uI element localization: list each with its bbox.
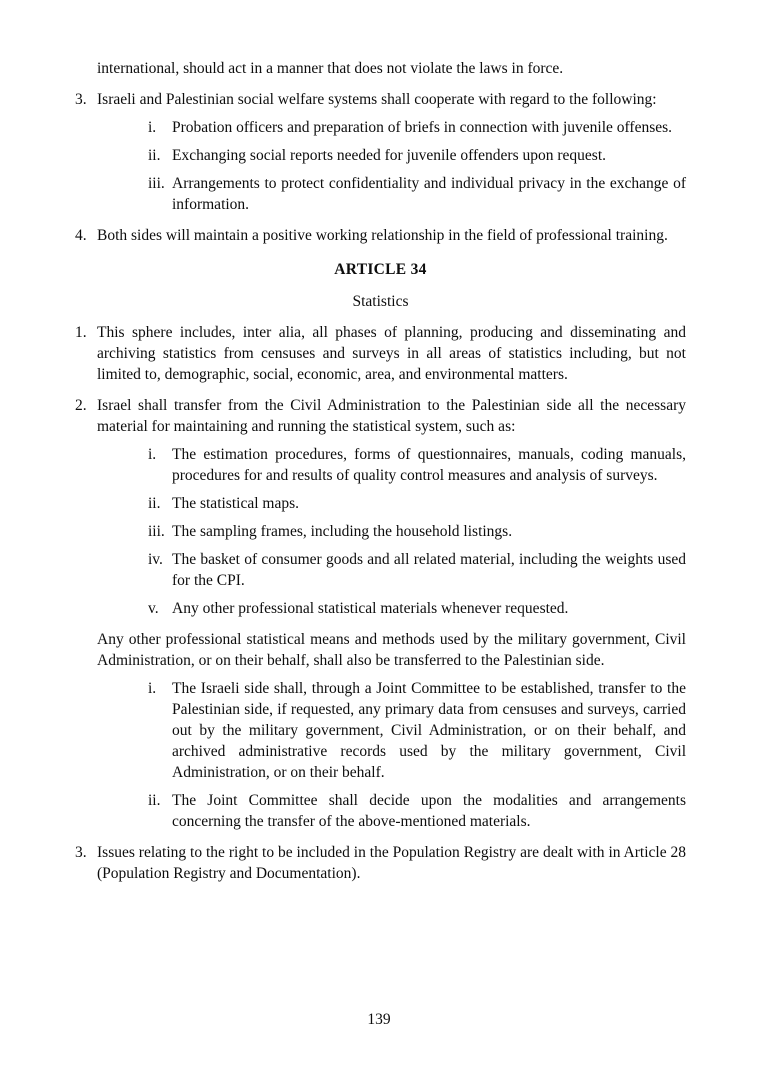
item-number: 3. (75, 91, 87, 108)
sub-item-number: v. (148, 600, 159, 617)
paragraph-statistics-2-continuation: Any other professional statistical means and methods used by the military government, Civil Administration, or on their behalf, shall also be transferred to the Palestinian side. (97, 631, 686, 669)
list-item-statistics-2 (75, 395, 686, 437)
item-text: Israeli and Palestinian social welfare systems shall cooperate with regard to the following: (97, 91, 657, 108)
sub-item-number: iv. (148, 551, 163, 568)
sub-item-number: i. (148, 446, 157, 463)
sub-item-number: i. (148, 680, 157, 697)
list-item-statistics-1 (75, 322, 686, 385)
sub-item-number: ii. (148, 147, 161, 164)
sub-item-text: Exchanging social reports needed for juvenile offenders upon request. (172, 147, 606, 164)
sub-item-statistics-2-ii (148, 493, 686, 514)
item-number: 3. (75, 844, 87, 861)
sub-item-statistics-2-v (148, 598, 686, 619)
sub-item-statistics-2-iii (148, 521, 686, 542)
sub-item-welfare-3-i (148, 117, 686, 138)
sub-item-text: Arrangements to protect confidentiality and individual privacy in the exchange of information. (172, 175, 686, 213)
sub-item-number: iii. (148, 175, 165, 192)
item-text: Israel shall transfer from the Civil Administration to the Palestinian side all the necessary material for maintaining and running the statistical system, such as: (97, 397, 686, 435)
page-number: 139 (367, 1011, 391, 1028)
list-item-welfare-4 (75, 225, 686, 246)
sub-item-number: i. (148, 119, 157, 136)
sub-item-number: ii. (148, 495, 161, 512)
sub-item-statistics-2b-i (148, 678, 686, 783)
sub-item-text: The Israeli side shall, through a Joint Committee to be established, transfer to the Palestinian side, if requested, any primary data from censuses and surveys, carried out by the military government, Civil Administration, or on their behalf, and archived administrative records used by the military government, Civil Administration, or on their behalf. (172, 680, 686, 781)
paragraph-continuation: international, should act in a manner that does not violate the laws in force. (97, 60, 564, 77)
document-content (75, 58, 686, 884)
article-subtitle: Statistics (352, 293, 409, 310)
list-item-welfare-3 (75, 89, 686, 110)
sub-item-text: The statistical maps. (172, 495, 299, 512)
item-number: 2. (75, 397, 87, 414)
sub-item-welfare-3-iii (148, 173, 686, 215)
sub-item-number: ii. (148, 792, 161, 809)
item-text: This sphere includes, inter alia, all phases of planning, producing and disseminating and archiving statistics from censuses and surveys in all areas of statistics including, but not limited to, demographic, social, economic, area, and environmental matters. (97, 324, 686, 383)
sub-item-statistics-2b-ii (148, 790, 686, 832)
sub-item-text: The Joint Committee shall decide upon the modalities and arrangements concerning the transfer of the above-mentioned materials. (172, 792, 686, 830)
sub-item-number: iii. (148, 523, 165, 540)
item-text: Both sides will maintain a positive working relationship in the field of professional training. (97, 227, 668, 244)
sub-item-welfare-3-ii (148, 145, 686, 166)
article-heading: ARTICLE 34 (334, 261, 427, 278)
item-number: 4. (75, 227, 87, 244)
sub-item-text: Probation officers and preparation of briefs in connection with juvenile offenses. (172, 119, 673, 136)
sub-item-text: The estimation procedures, forms of questionnaires, manuals, coding manuals, procedures for and results of quality control measures and analysis of surveys. (172, 446, 686, 484)
sub-item-statistics-2-iv (148, 549, 686, 591)
sub-item-statistics-2-i (148, 444, 686, 486)
list-item-statistics-3 (75, 842, 686, 884)
sub-item-text: Any other professional statistical materials whenever requested. (172, 600, 569, 617)
sub-item-text: The basket of consumer goods and all related material, including the weights used for the CPI. (172, 551, 686, 589)
item-text: Issues relating to the right to be included in the Population Registry are dealt with in Article 28 (Population Registry and Documentation). (97, 844, 686, 882)
item-number: 1. (75, 324, 87, 341)
sub-item-text: The sampling frames, including the household listings. (172, 523, 513, 540)
